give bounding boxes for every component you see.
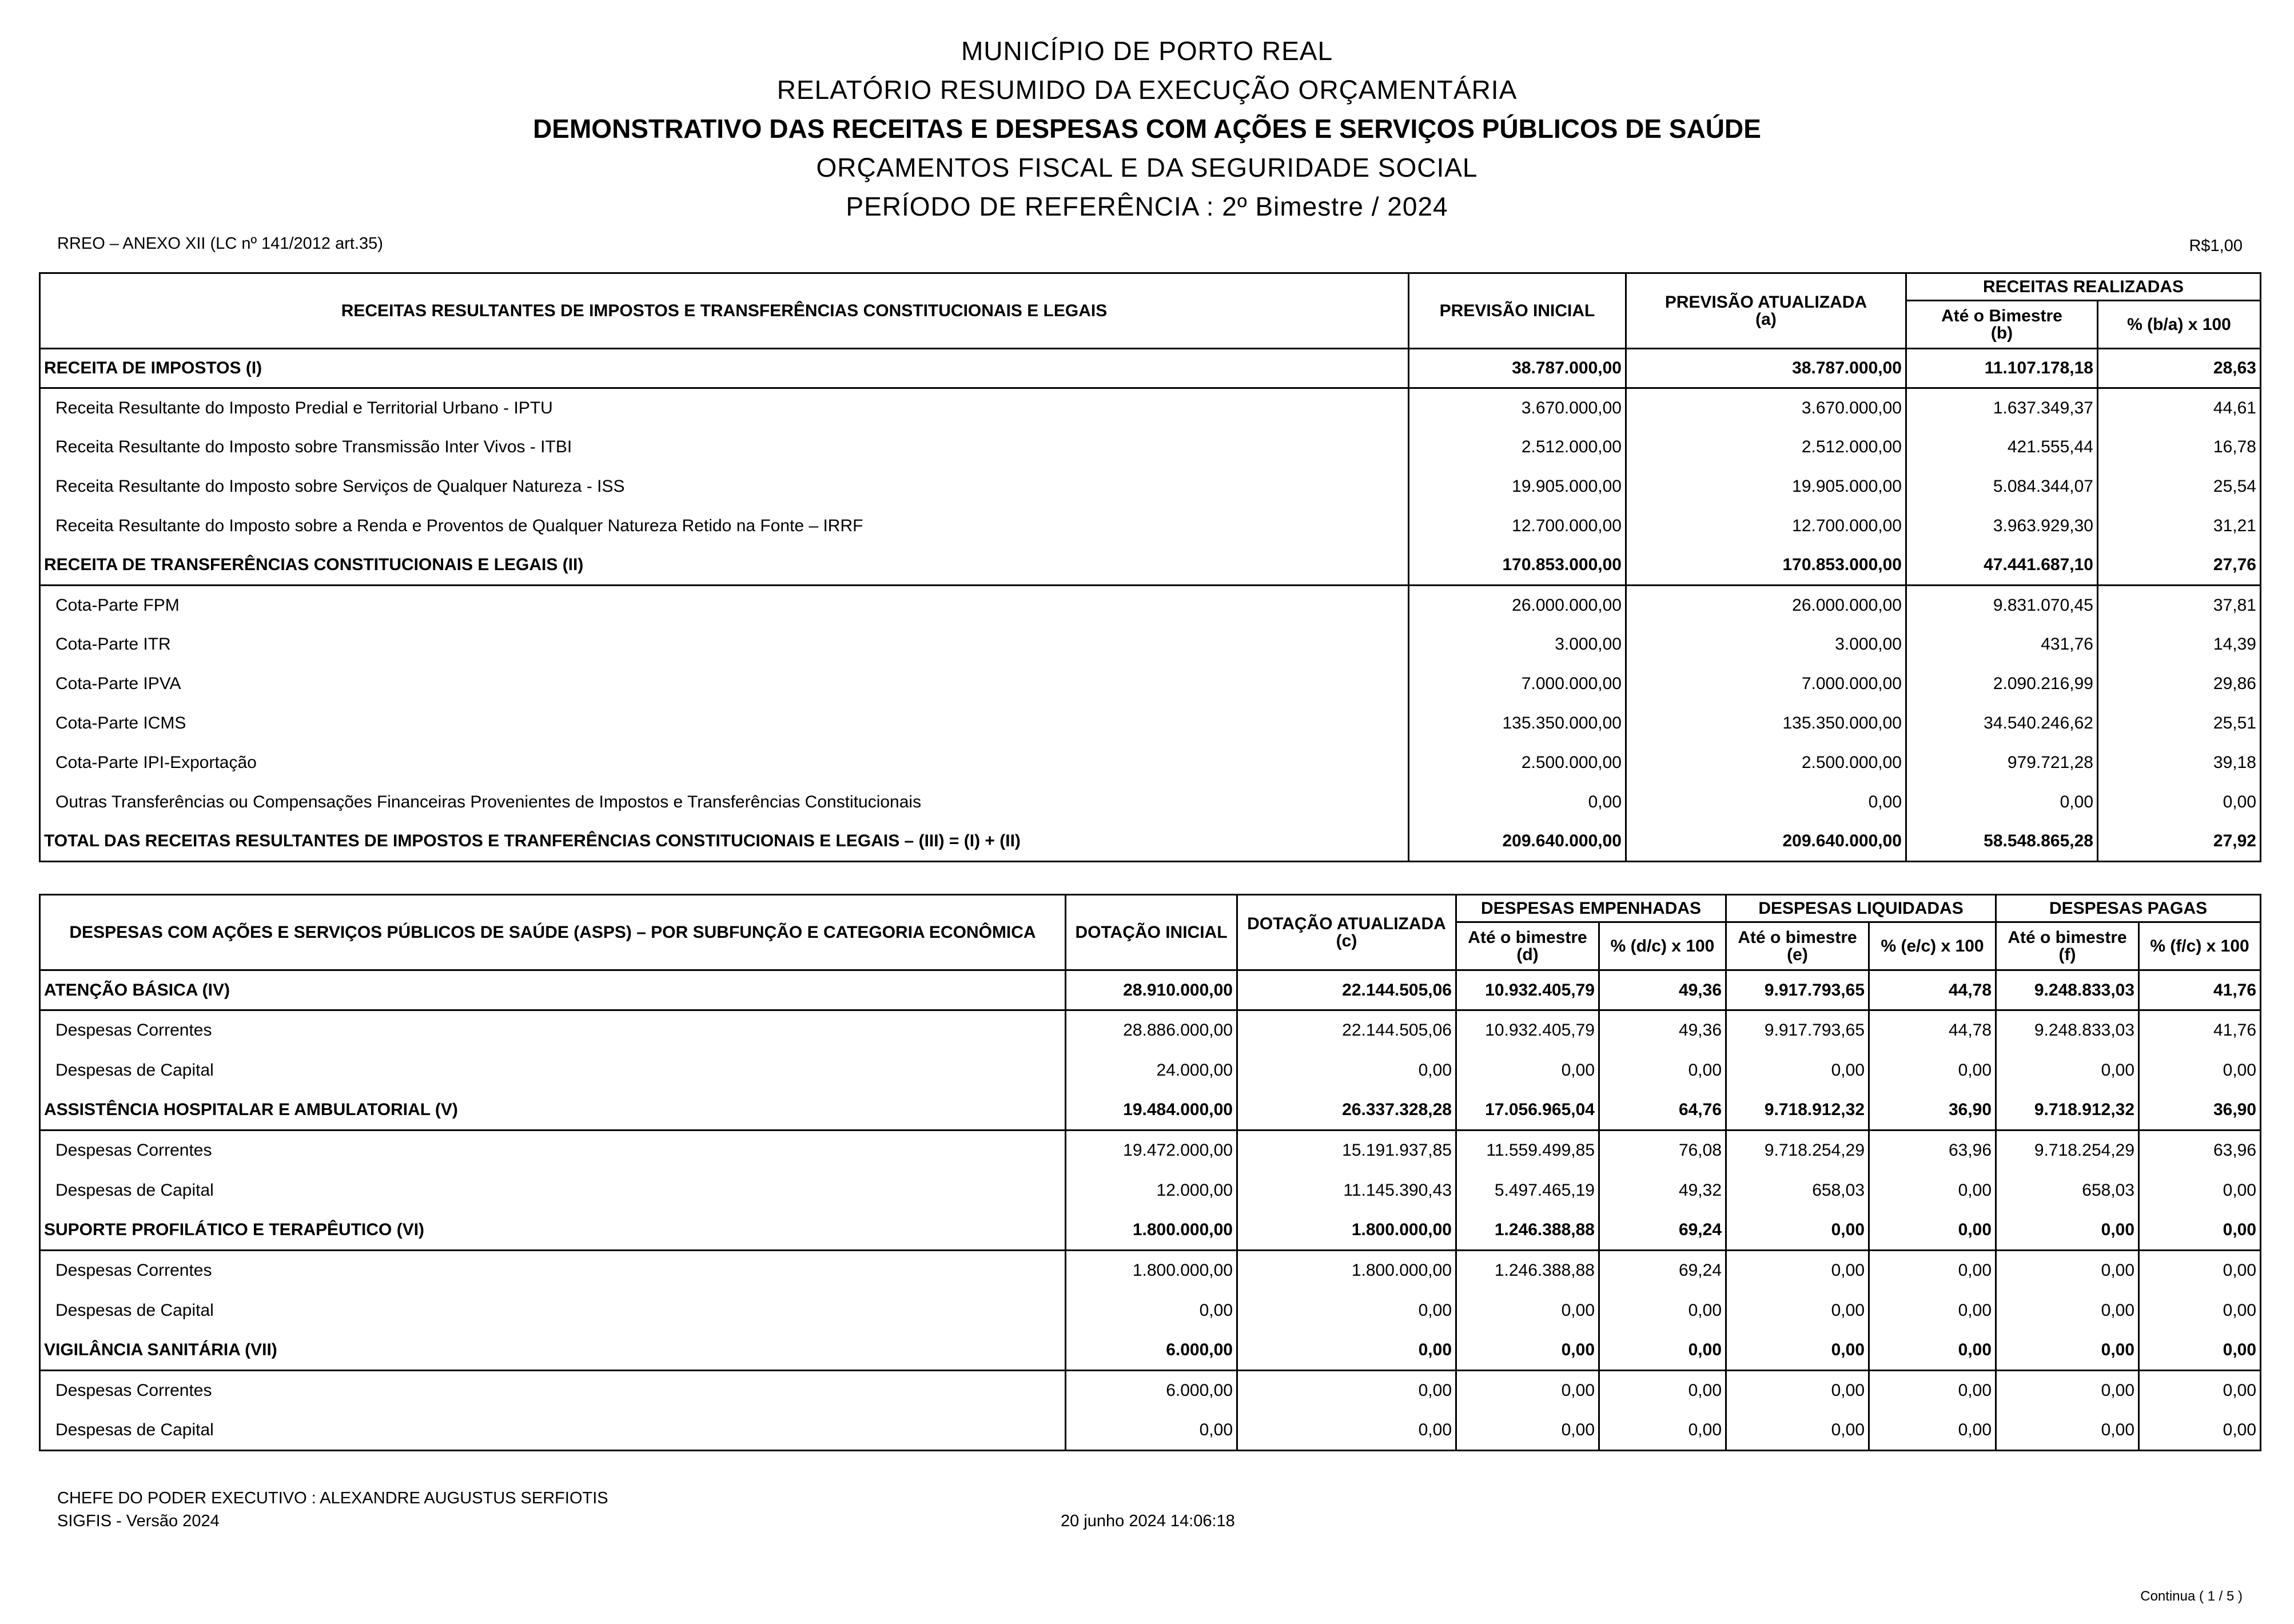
expense-cell-committed: 11.559.499,85 — [1456, 1131, 1599, 1171]
revenue-desc-header: RECEITAS RESULTANTES DE IMPOSTOS E TRANSFERÊNCIAS CONSTITUCIONAIS E LEGAIS — [40, 273, 1409, 349]
liquidated-pct-header: % (e/c) x 100 — [1869, 922, 1996, 970]
expense-cell-committed: 1.246.388,88 — [1456, 1211, 1599, 1251]
expense-cell-pct-e: 44,78 — [1869, 970, 1996, 1010]
expense-cell-pct-f: 0,00 — [2139, 1331, 2261, 1371]
revenue-cell-initial: 19.905.000,00 — [1409, 467, 1626, 507]
expense-cell-pct-d: 49,36 — [1599, 970, 1726, 1010]
expense-cell-initial: 19.472.000,00 — [1066, 1131, 1237, 1171]
expense-cell-paid: 0,00 — [1996, 1211, 2139, 1251]
revenue-cell-pct: 37,81 — [2098, 586, 2261, 625]
expense-cell-pct-e: 0,00 — [1869, 1050, 1996, 1090]
expense-cell-pct-d: 49,36 — [1599, 1010, 1726, 1050]
expense-cell-liquidated: 9.718.912,32 — [1726, 1090, 1869, 1131]
expense-cell-pct-f: 0,00 — [2139, 1291, 2261, 1331]
revenue-cell-realized: 9.831.070,45 — [1906, 586, 2098, 625]
revenue-cell-realized: 47.441.687,10 — [1906, 546, 2098, 586]
revenue-row — [40, 586, 2261, 625]
liquidated-until-header: Até o bimestre (e) — [1726, 922, 1869, 970]
expense-cell-paid: 9.248.833,03 — [1996, 970, 2139, 1010]
expense-cell-updated: 1.800.000,00 — [1237, 1251, 1456, 1291]
statement-title: DEMONSTRATIVO DAS RECEITAS E DESPESAS COM AÇÕES E SERVIÇOS PÚBLICOS DE SAÚDE — [533, 114, 1761, 144]
expense-cell-pct-e: 44,78 — [1869, 1010, 1996, 1050]
expense-cell-pct-f: 0,00 — [2139, 1251, 2261, 1291]
expense-cell-pct-d: 0,00 — [1599, 1050, 1726, 1090]
expense-cell-updated: 0,00 — [1237, 1050, 1456, 1090]
expense-cell-pct-d: 0,00 — [1599, 1291, 1726, 1331]
revenue-group-row — [40, 822, 2261, 862]
revenue-cell-initial: 3.670.000,00 — [1409, 388, 1626, 428]
paid-header: DESPESAS PAGAS — [1996, 895, 2261, 922]
committed-until-header: Até o bimestre (d) — [1456, 922, 1599, 970]
revenue-row — [40, 388, 2261, 428]
revenue-row — [40, 704, 2261, 743]
revenue-cell-pct: 25,51 — [2098, 704, 2261, 743]
liquidated-header: DESPESAS LIQUIDADAS — [1726, 895, 1996, 922]
expense-cell-updated: 22.144.505,06 — [1237, 970, 1456, 1010]
revenue-initial-header: PREVISÃO INICIAL — [1409, 273, 1626, 349]
expense-cell-pct-f: 0,00 — [2139, 1211, 2261, 1251]
expense-cell-pct-f: 36,90 — [2139, 1090, 2261, 1131]
revenue-row-label: Outras Transferências ou Compensações Financeiras Provenientes de Impostos e Transferências Constitucionais — [55, 793, 922, 811]
revenue-cell-updated: 3.000,00 — [1626, 625, 1906, 664]
expense-body — [40, 970, 2261, 1451]
expense-row-label: VIGILÂNCIA SANITÁRIA (VII) — [40, 1331, 1066, 1371]
expense-cell-committed: 5.497.465,19 — [1456, 1171, 1599, 1211]
expense-cell-updated: 0,00 — [1237, 1411, 1456, 1451]
expense-cell-initial: 0,00 — [1066, 1291, 1237, 1331]
expense-row-label: Despesas de Capital — [55, 1060, 214, 1080]
expense-desc-header: DESPESAS COM AÇÕES E SERVIÇOS PÚBLICOS DE SAÚDE (ASPS) – POR SUBFUNÇÃO E CATEGORIA ECONÔMICA — [40, 895, 1066, 970]
revenue-cell-updated: 38.787.000,00 — [1626, 349, 1906, 388]
revenue-cell-pct: 28,63 — [2098, 349, 2261, 388]
expense-cell-paid: 9.248.833,03 — [1996, 1010, 2139, 1050]
period-title: PERÍODO DE REFERÊNCIA : 2º Bimestre / 2024 — [846, 192, 1448, 221]
expense-cell-updated: 22.144.505,06 — [1237, 1010, 1456, 1050]
revenue-cell-pct: 16,78 — [2098, 428, 2261, 467]
expense-cell-committed: 10.932.405,79 — [1456, 970, 1599, 1010]
revenue-row — [40, 625, 2261, 664]
revenue-cell-updated: 0,00 — [1626, 783, 1906, 822]
committed-header: DESPESAS EMPENHADAS — [1456, 895, 1726, 922]
revenue-cell-updated: 26.000.000,00 — [1626, 586, 1906, 625]
expense-row — [40, 1050, 2261, 1090]
revenue-row-label: RECEITA DE TRANSFERÊNCIAS CONSTITUCIONAIS E LEGAIS (II) — [40, 546, 1409, 586]
revenue-body — [40, 349, 2261, 862]
expense-cell-liquidated: 0,00 — [1726, 1411, 1869, 1451]
revenue-cell-pct: 31,21 — [2098, 507, 2261, 546]
expense-cell-liquidated: 9.718.254,29 — [1726, 1131, 1869, 1171]
expense-cell-pct-d: 69,24 — [1599, 1251, 1726, 1291]
report-title: RELATÓRIO RESUMIDO DA EXECUÇÃO ORÇAMENTÁRIA — [776, 75, 1518, 105]
system-version: SIGFIS - Versão 2024 — [57, 1512, 220, 1530]
revenue-cell-updated: 135.350.000,00 — [1626, 704, 1906, 743]
revenue-row-label: Cota-Parte IPI-Exportação — [55, 753, 257, 772]
revenue-cell-realized: 58.548.865,28 — [1906, 822, 2098, 862]
expense-table — [39, 894, 2261, 1451]
expense-cell-committed: 10.932.405,79 — [1456, 1010, 1599, 1050]
revenue-cell-updated: 3.670.000,00 — [1626, 388, 1906, 428]
expense-row — [40, 1010, 2261, 1050]
expense-cell-pct-e: 0,00 — [1869, 1211, 1996, 1251]
expense-cell-initial: 24.000,00 — [1066, 1050, 1237, 1090]
expense-cell-initial: 12.000,00 — [1066, 1171, 1237, 1211]
expense-cell-initial: 28.886.000,00 — [1066, 1010, 1237, 1050]
expense-cell-pct-e: 0,00 — [1869, 1251, 1996, 1291]
expense-cell-initial: 19.484.000,00 — [1066, 1090, 1237, 1131]
revenue-cell-realized: 1.637.349,37 — [1906, 388, 2098, 428]
expense-cell-committed: 1.246.388,88 — [1456, 1251, 1599, 1291]
expense-cell-committed: 0,00 — [1456, 1291, 1599, 1331]
expense-cell-updated: 1.800.000,00 — [1237, 1211, 1456, 1251]
expense-cell-pct-f: 0,00 — [2139, 1171, 2261, 1211]
expense-row-label: SUPORTE PROFILÁTICO E TERAPÊUTICO (VI) — [40, 1211, 1066, 1251]
revenue-row — [40, 664, 2261, 704]
revenue-cell-pct: 0,00 — [2098, 783, 2261, 822]
revenue-cell-initial: 135.350.000,00 — [1409, 704, 1626, 743]
expense-cell-paid: 9.718.254,29 — [1996, 1131, 2139, 1171]
expense-cell-initial: 6.000,00 — [1066, 1331, 1237, 1371]
revenue-cell-updated: 19.905.000,00 — [1626, 467, 1906, 507]
revenue-table — [39, 272, 2261, 862]
expense-cell-pct-f: 0,00 — [2139, 1371, 2261, 1411]
expense-cell-updated: 11.145.390,43 — [1237, 1171, 1456, 1211]
unit-label: R$1,00 — [2189, 237, 2243, 255]
revenue-cell-realized: 0,00 — [1906, 783, 2098, 822]
revenue-row-label: Cota-Parte ITR — [55, 635, 171, 654]
expense-updated-header: DOTAÇÃO ATUALIZADA (c) — [1237, 895, 1456, 970]
expense-cell-updated: 26.337.328,28 — [1237, 1090, 1456, 1131]
expense-cell-liquidated: 0,00 — [1726, 1291, 1869, 1331]
expense-row — [40, 1251, 2261, 1291]
expense-row — [40, 1171, 2261, 1211]
revenue-cell-realized: 3.963.929,30 — [1906, 507, 2098, 546]
expense-cell-pct-d: 64,76 — [1599, 1090, 1726, 1131]
revenue-cell-pct: 29,86 — [2098, 664, 2261, 704]
revenue-cell-initial: 209.640.000,00 — [1409, 822, 1626, 862]
revenue-cell-initial: 2.512.000,00 — [1409, 428, 1626, 467]
expense-cell-pct-d: 69,24 — [1599, 1211, 1726, 1251]
expense-cell-pct-d: 0,00 — [1599, 1411, 1726, 1451]
expense-cell-updated: 0,00 — [1237, 1331, 1456, 1371]
expense-row-label: Despesas Correntes — [55, 1261, 212, 1280]
expense-cell-initial: 1.800.000,00 — [1066, 1251, 1237, 1291]
revenue-until-header: Até o Bimestre (b) — [1906, 301, 2098, 349]
expense-initial-header: DOTAÇÃO INICIAL — [1066, 895, 1237, 970]
report-datetime: 20 junho 2024 14:06:18 — [1061, 1512, 1235, 1530]
revenue-group-row — [40, 349, 2261, 388]
revenue-row-label: Receita Resultante do Imposto sobre a Renda e Proventos de Qualquer Natureza Retido na Fonte – IRRF — [55, 516, 863, 535]
expense-cell-committed: 17.056.965,04 — [1456, 1090, 1599, 1131]
revenue-cell-realized: 2.090.216,99 — [1906, 664, 2098, 704]
revenue-cell-pct: 27,76 — [2098, 546, 2261, 586]
revenue-cell-initial: 170.853.000,00 — [1409, 546, 1626, 586]
expense-cell-committed: 0,00 — [1456, 1050, 1599, 1090]
expense-group-row — [40, 970, 2261, 1010]
revenue-pct-header: % (b/a) x 100 — [2098, 301, 2261, 349]
revenue-row — [40, 783, 2261, 822]
revenue-updated-header: PREVISÃO ATUALIZADA (a) — [1626, 273, 1906, 349]
revenue-cell-pct: 39,18 — [2098, 743, 2261, 783]
expense-cell-updated: 0,00 — [1237, 1291, 1456, 1331]
expense-row-label: Despesas Correntes — [55, 1381, 212, 1400]
expense-cell-liquidated: 9.917.793,65 — [1726, 970, 1869, 1010]
revenue-cell-updated: 2.512.000,00 — [1626, 428, 1906, 467]
expense-cell-liquidated: 0,00 — [1726, 1251, 1869, 1291]
expense-cell-liquidated: 658,03 — [1726, 1171, 1869, 1211]
expense-cell-pct-f: 0,00 — [2139, 1050, 2261, 1090]
revenue-row-label: Receita Resultante do Imposto sobre Serviços de Qualquer Natureza - ISS — [55, 477, 625, 496]
expense-row-label: Despesas Correntes — [55, 1141, 212, 1160]
revenue-cell-initial: 26.000.000,00 — [1409, 586, 1626, 625]
revenue-cell-updated: 7.000.000,00 — [1626, 664, 1906, 704]
revenue-cell-realized: 34.540.246,62 — [1906, 704, 2098, 743]
revenue-row-label: Receita Resultante do Imposto sobre Transmissão Inter Vivos - ITBI — [55, 437, 572, 456]
expense-group-row — [40, 1090, 2261, 1131]
revenue-row-label: RECEITA DE IMPOSTOS (I) — [40, 349, 1409, 388]
expense-cell-committed: 0,00 — [1456, 1411, 1599, 1451]
expense-cell-liquidated: 0,00 — [1726, 1211, 1869, 1251]
expense-cell-pct-e: 63,96 — [1869, 1131, 1996, 1171]
revenue-cell-realized: 979.721,28 — [1906, 743, 2098, 783]
expense-cell-pct-f: 41,76 — [2139, 1010, 2261, 1050]
paid-until-header: Até o bimestre (f) — [1996, 922, 2139, 970]
expense-cell-pct-e: 0,00 — [1869, 1291, 1996, 1331]
expense-cell-pct-d: 0,00 — [1599, 1331, 1726, 1371]
revenue-row — [40, 743, 2261, 783]
expense-cell-liquidated: 0,00 — [1726, 1371, 1869, 1411]
revenue-cell-initial: 2.500.000,00 — [1409, 743, 1626, 783]
revenue-cell-initial: 0,00 — [1409, 783, 1626, 822]
expense-cell-paid: 0,00 — [1996, 1371, 2139, 1411]
expense-cell-committed: 0,00 — [1456, 1371, 1599, 1411]
revenue-cell-initial: 7.000.000,00 — [1409, 664, 1626, 704]
expense-cell-liquidated: 0,00 — [1726, 1331, 1869, 1371]
expense-cell-liquidated: 0,00 — [1726, 1050, 1869, 1090]
expense-cell-pct-f: 63,96 — [2139, 1131, 2261, 1171]
expense-cell-paid: 0,00 — [1996, 1291, 2139, 1331]
page-continuation: Continua ( 1 / 5 ) — [2140, 1589, 2243, 1604]
annex-label: RREO – ANEXO XII (LC nº 141/2012 art.35) — [57, 234, 383, 253]
expense-row-label: Despesas de Capital — [55, 1180, 214, 1200]
expense-row — [40, 1411, 2261, 1451]
budgets-title: ORÇAMENTOS FISCAL E DA SEGURIDADE SOCIAL — [816, 153, 1478, 182]
revenue-cell-pct: 27,92 — [2098, 822, 2261, 862]
expense-row — [40, 1371, 2261, 1411]
revenue-row — [40, 467, 2261, 507]
revenue-group-row — [40, 546, 2261, 586]
revenue-row-label: Receita Resultante do Imposto Predial e Territorial Urbano - IPTU — [55, 398, 553, 417]
paid-pct-header: % (f/c) x 100 — [2139, 922, 2261, 970]
expense-cell-pct-d: 49,32 — [1599, 1171, 1726, 1211]
revenue-cell-pct: 44,61 — [2098, 388, 2261, 428]
revenue-cell-realized: 421.555,44 — [1906, 428, 2098, 467]
municipality-title: MUNICÍPIO DE PORTO REAL — [961, 36, 1333, 66]
revenue-cell-updated: 2.500.000,00 — [1626, 743, 1906, 783]
revenue-cell-updated: 170.853.000,00 — [1626, 546, 1906, 586]
expense-group-row — [40, 1211, 2261, 1251]
expense-row-label: ATENÇÃO BÁSICA (IV) — [40, 970, 1066, 1010]
expense-row — [40, 1291, 2261, 1331]
expense-cell-initial: 1.800.000,00 — [1066, 1211, 1237, 1251]
revenue-cell-realized: 431,76 — [1906, 625, 2098, 664]
expense-cell-pct-d: 0,00 — [1599, 1371, 1726, 1411]
revenue-row — [40, 507, 2261, 546]
expense-row-label: Despesas de Capital — [55, 1300, 214, 1320]
expense-cell-pct-d: 76,08 — [1599, 1131, 1726, 1171]
expense-group-row — [40, 1331, 2261, 1371]
revenue-realized-header: RECEITAS REALIZADAS — [1906, 273, 2261, 301]
expense-cell-initial: 6.000,00 — [1066, 1371, 1237, 1411]
revenue-row-label: TOTAL DAS RECEITAS RESULTANTES DE IMPOSTOS E TRANFERÊNCIAS CONSTITUCIONAIS E LEGAIS – (III) = (I) + (II) — [40, 822, 1409, 862]
revenue-row-label: Cota-Parte FPM — [55, 595, 180, 615]
expense-cell-updated: 0,00 — [1237, 1371, 1456, 1411]
revenue-cell-updated: 209.640.000,00 — [1626, 822, 1906, 862]
revenue-cell-realized: 11.107.178,18 — [1906, 349, 2098, 388]
expense-cell-paid: 0,00 — [1996, 1411, 2139, 1451]
expense-cell-paid: 9.718.912,32 — [1996, 1090, 2139, 1131]
expense-cell-pct-e: 0,00 — [1869, 1371, 1996, 1411]
expense-cell-pct-f: 41,76 — [2139, 970, 2261, 1010]
revenue-row-label: Cota-Parte IPVA — [55, 674, 181, 693]
expense-cell-paid: 0,00 — [1996, 1251, 2139, 1291]
expense-cell-pct-e: 0,00 — [1869, 1411, 1996, 1451]
revenue-cell-pct: 14,39 — [2098, 625, 2261, 664]
expense-row-label: ASSISTÊNCIA HOSPITALAR E AMBULATORIAL (V) — [40, 1090, 1066, 1131]
revenue-cell-initial: 12.700.000,00 — [1409, 507, 1626, 546]
expense-cell-pct-e: 0,00 — [1869, 1171, 1996, 1211]
expense-cell-pct-e: 0,00 — [1869, 1331, 1996, 1371]
expense-cell-liquidated: 9.917.793,65 — [1726, 1010, 1869, 1050]
expense-cell-committed: 0,00 — [1456, 1331, 1599, 1371]
expense-cell-paid: 658,03 — [1996, 1171, 2139, 1211]
expense-row — [40, 1131, 2261, 1171]
revenue-cell-realized: 5.084.344,07 — [1906, 467, 2098, 507]
expense-cell-initial: 28.910.000,00 — [1066, 970, 1237, 1010]
expense-cell-paid: 0,00 — [1996, 1331, 2139, 1371]
expense-row-label: Despesas Correntes — [55, 1021, 212, 1040]
expense-row-label: Despesas de Capital — [40, 1411, 1066, 1451]
expense-cell-updated: 15.191.937,85 — [1237, 1131, 1456, 1171]
revenue-row — [40, 428, 2261, 467]
committed-pct-header: % (d/c) x 100 — [1599, 922, 1726, 970]
expense-cell-pct-e: 36,90 — [1869, 1090, 1996, 1131]
expense-cell-paid: 0,00 — [1996, 1050, 2139, 1090]
expense-cell-pct-f: 0,00 — [2139, 1411, 2261, 1451]
expense-cell-initial: 0,00 — [1066, 1411, 1237, 1451]
chief-executive: CHEFE DO PODER EXECUTIVO : ALEXANDRE AUGUSTUS SERFIOTIS — [57, 1489, 608, 1507]
revenue-cell-updated: 12.700.000,00 — [1626, 507, 1906, 546]
revenue-cell-pct: 25,54 — [2098, 467, 2261, 507]
revenue-cell-initial: 38.787.000,00 — [1409, 349, 1626, 388]
revenue-cell-initial: 3.000,00 — [1409, 625, 1626, 664]
revenue-row-label: Cota-Parte ICMS — [55, 714, 186, 733]
